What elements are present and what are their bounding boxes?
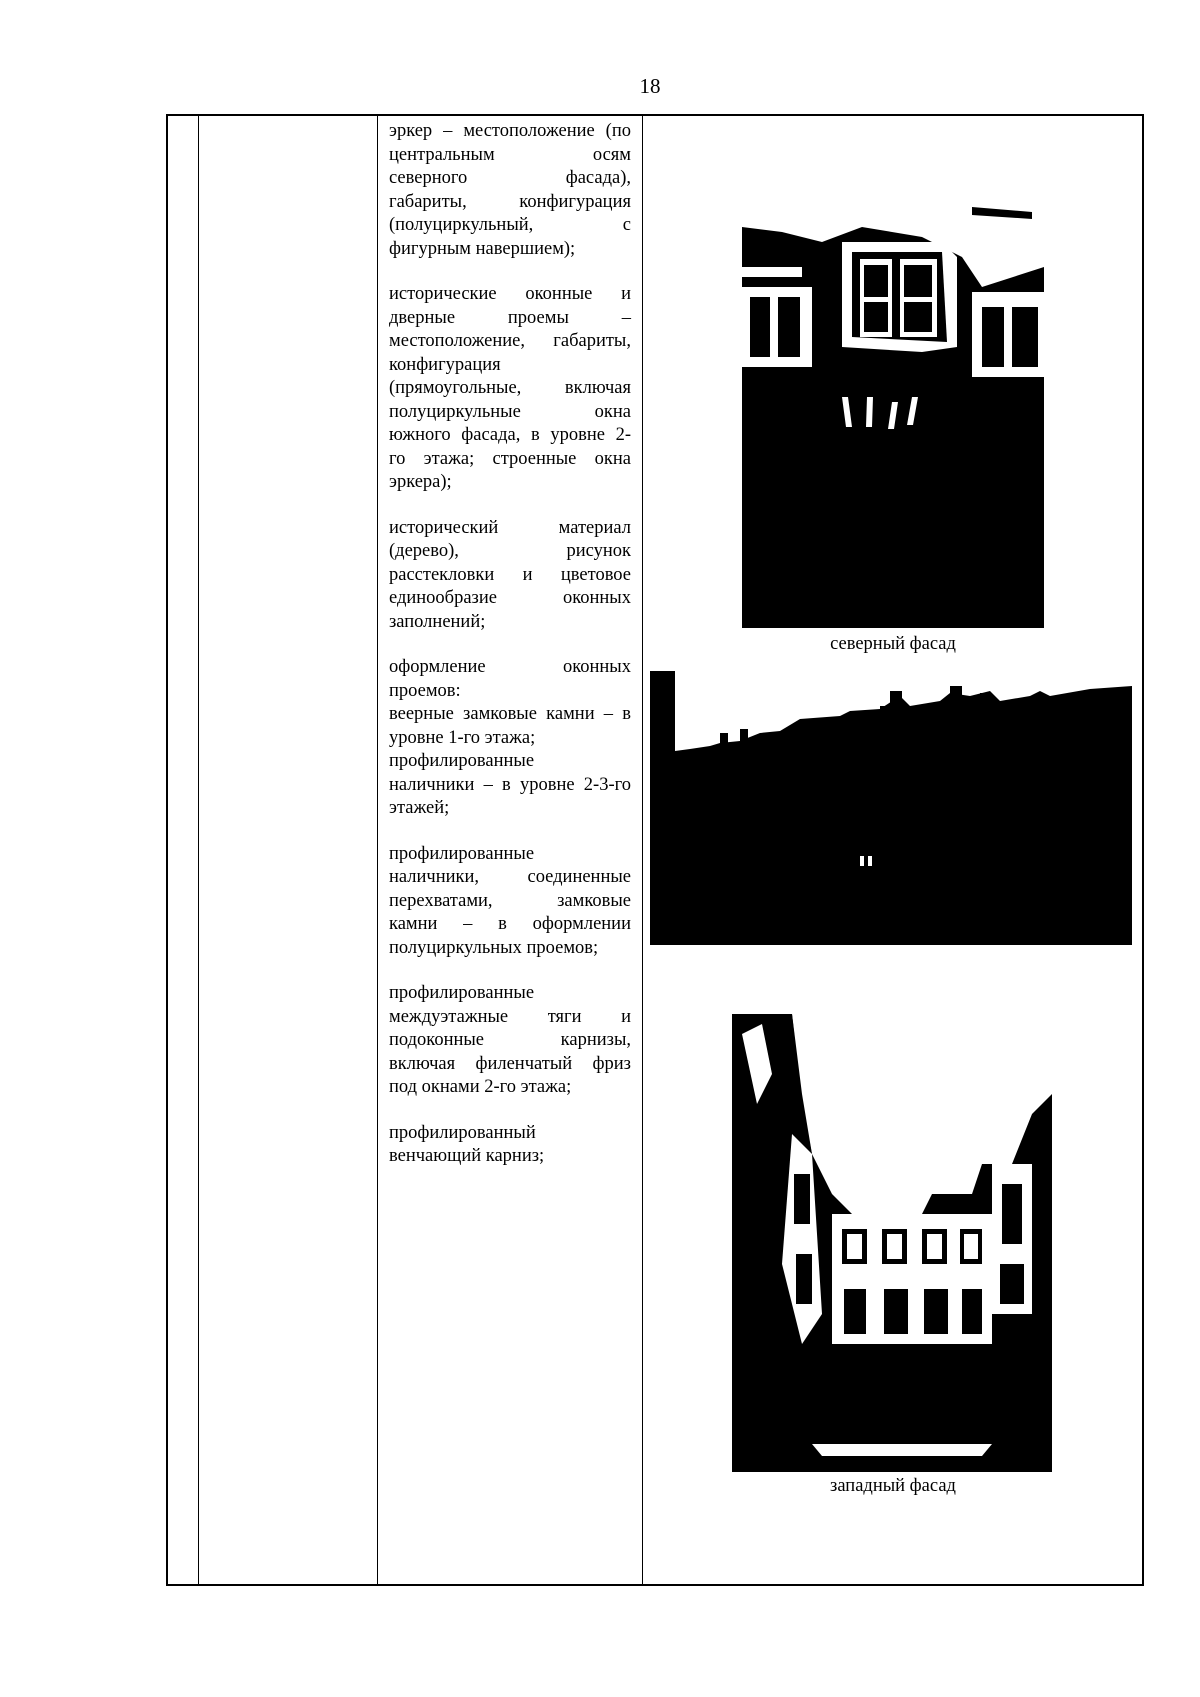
north-facade-caption: северный фасад xyxy=(830,634,956,654)
west-facade-caption: западный фасад xyxy=(830,1476,956,1496)
west-facade-photo xyxy=(732,1014,1052,1472)
text-line: проемов: xyxy=(389,680,461,701)
column-divider xyxy=(642,116,643,1584)
text-line: единообразие оконных xyxy=(389,588,631,608)
text-line: включая филенчатый фриз xyxy=(389,1053,631,1074)
paragraph-cornices xyxy=(389,982,631,1100)
paragraph-crowning-cornice xyxy=(389,1122,631,1169)
text-line: под окнами 2-го этажа; xyxy=(389,1077,572,1097)
text-line: камни – в оформлении xyxy=(389,914,631,934)
text-line: профилированный xyxy=(389,1122,536,1143)
text-line: исторические оконные и xyxy=(389,284,631,304)
text-line: подоконные карнизы, xyxy=(389,1030,631,1050)
column-divider xyxy=(198,116,199,1584)
text-line: габариты, конфигурация xyxy=(389,191,631,212)
text-line: уровне 1-го этажа; xyxy=(389,727,536,748)
text-line: венчающий карниз; xyxy=(389,1146,545,1166)
text-line: (дерево), рисунок xyxy=(389,541,631,561)
text-line: дверные проемы – xyxy=(389,307,631,328)
protected-elements-text xyxy=(389,120,631,1191)
paragraph-erker xyxy=(389,120,631,261)
text-line: заполнений; xyxy=(389,611,486,632)
north-facade-photo xyxy=(742,197,1044,628)
courtyard-photo xyxy=(650,671,1132,945)
paragraph-arched-openings xyxy=(389,843,631,961)
text-line: северного фасада), xyxy=(389,168,631,188)
text-line: веерные замковые камни – в xyxy=(389,704,631,724)
text-line: эркера); xyxy=(389,472,452,492)
north-facade-image xyxy=(742,197,1044,628)
text-line: перехватами, замковые xyxy=(389,890,631,911)
paragraph-window-decor xyxy=(389,656,631,821)
text-line: эркер – местоположение (по xyxy=(389,121,631,141)
text-line: полуциркульных проемов; xyxy=(389,937,599,958)
text-line: го этажа; строенные окна xyxy=(389,448,631,469)
text-line: центральным осям xyxy=(389,144,631,165)
text-line: наличники – в уровне 2-3-го xyxy=(389,774,631,795)
west-facade-image xyxy=(732,1014,1052,1472)
text-line: междуэтажные тяги и xyxy=(389,1006,631,1027)
text-line: конфигурация xyxy=(389,354,501,375)
text-line: расстекловки и цветовое xyxy=(389,564,631,585)
text-line: этажей; xyxy=(389,798,450,818)
text-line: профилированные xyxy=(389,983,535,1003)
column-divider xyxy=(377,116,378,1584)
text-line: южного фасада, в уровне 2- xyxy=(389,425,631,445)
text-line: оформление оконных xyxy=(389,657,631,677)
text-line: (прямоугольные, включая xyxy=(389,378,631,398)
text-line: полуциркульные окна xyxy=(389,401,631,422)
text-line: исторический материал xyxy=(389,517,631,538)
text-line: местоположение, габариты, xyxy=(389,331,631,351)
text-line: фигурным навершием); xyxy=(389,238,576,259)
text-line: профилированные xyxy=(389,843,535,864)
text-line: наличники, соединенные xyxy=(389,867,631,887)
paragraph-material xyxy=(389,517,631,635)
page-number: 18 xyxy=(639,74,661,98)
text-line: профилированные xyxy=(389,751,535,771)
text-line: (полуциркульный, с xyxy=(389,215,631,235)
paragraph-openings xyxy=(389,283,631,495)
courtyard-image xyxy=(650,671,1132,945)
